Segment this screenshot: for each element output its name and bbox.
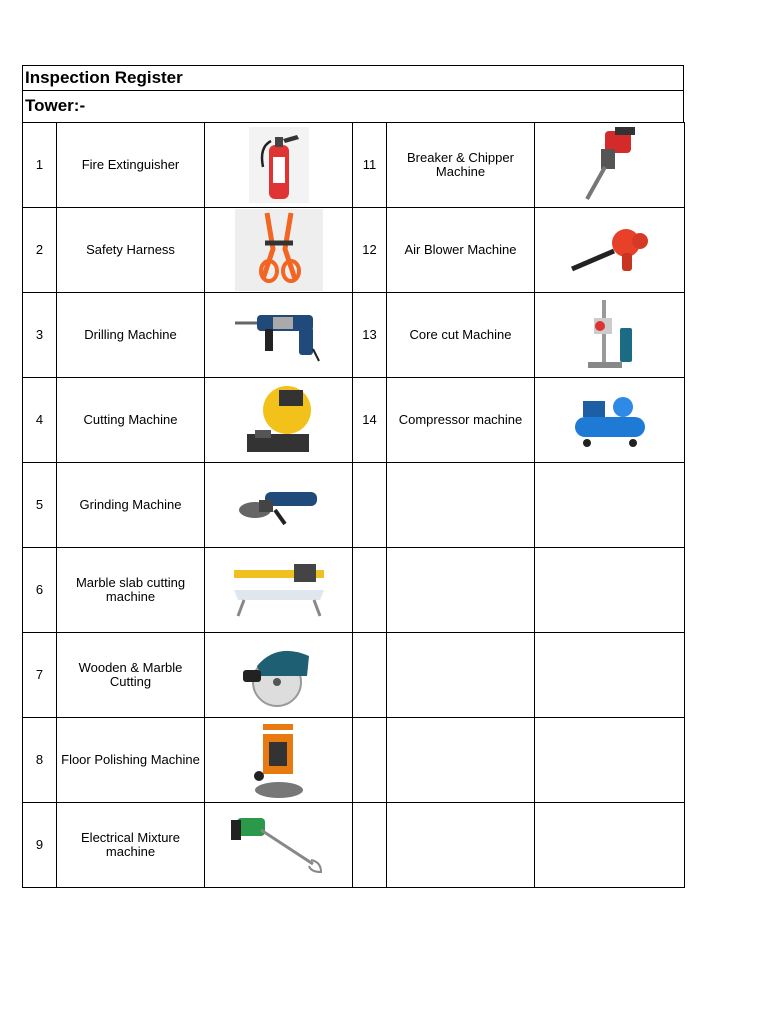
item-name: Safety Harness	[57, 208, 205, 293]
item-number: 3	[23, 293, 57, 378]
item-number: 7	[23, 633, 57, 718]
item-number	[353, 463, 387, 548]
image-cell	[535, 718, 685, 803]
item-name: Breaker & Chipper Machine	[387, 123, 535, 208]
tower-label: Tower:-	[22, 90, 684, 123]
table-row	[23, 718, 685, 803]
table-row	[23, 208, 685, 293]
grinding-machine-icon	[205, 463, 353, 548]
item-name	[387, 803, 535, 888]
item-number	[353, 803, 387, 888]
item-name: Core cut Machine	[387, 293, 535, 378]
table-row	[23, 633, 685, 718]
item-number: 1	[23, 123, 57, 208]
drilling-machine-icon	[205, 293, 353, 378]
item-number: 9	[23, 803, 57, 888]
image-cell	[535, 803, 685, 888]
table-row	[23, 293, 685, 378]
table-row	[23, 463, 685, 548]
item-number: 12	[353, 208, 387, 293]
item-name: Wooden & Marble Cutting	[57, 633, 205, 718]
marble-slab-cutter-icon	[205, 548, 353, 633]
item-name: Compressor machine	[387, 378, 535, 463]
item-name	[387, 463, 535, 548]
item-number: 5	[23, 463, 57, 548]
item-number: 13	[353, 293, 387, 378]
item-name	[387, 548, 535, 633]
cutting-machine-icon	[205, 378, 353, 463]
item-name	[387, 633, 535, 718]
equipment-table	[22, 122, 685, 888]
item-number: 14	[353, 378, 387, 463]
item-number	[353, 718, 387, 803]
item-name: Marble slab cutting machine	[57, 548, 205, 633]
item-name: Fire Extinguisher	[57, 123, 205, 208]
item-name: Drilling Machine	[57, 293, 205, 378]
table-row	[23, 378, 685, 463]
table-row	[23, 548, 685, 633]
item-name: Cutting Machine	[57, 378, 205, 463]
image-cell	[535, 633, 685, 718]
breaker-chipper-icon	[535, 123, 685, 208]
table-row	[23, 803, 685, 888]
item-number: 2	[23, 208, 57, 293]
core-cut-machine-icon	[535, 293, 685, 378]
item-name: Grinding Machine	[57, 463, 205, 548]
item-number: 6	[23, 548, 57, 633]
circular-saw-icon	[205, 633, 353, 718]
table-row	[23, 123, 685, 208]
air-blower-icon	[535, 208, 685, 293]
item-name: Air Blower Machine	[387, 208, 535, 293]
register-title: Inspection Register	[22, 65, 684, 90]
floor-polisher-icon	[205, 718, 353, 803]
electric-mixer-icon	[205, 803, 353, 888]
fire-extinguisher-icon	[205, 123, 353, 208]
item-number: 4	[23, 378, 57, 463]
compressor-icon	[535, 378, 685, 463]
item-name	[387, 718, 535, 803]
image-cell	[535, 548, 685, 633]
item-number: 8	[23, 718, 57, 803]
image-cell	[535, 463, 685, 548]
item-number	[353, 633, 387, 718]
item-name: Floor Polishing Machine	[57, 718, 205, 803]
item-number	[353, 548, 387, 633]
safety-harness-icon	[205, 208, 353, 293]
item-name: Electrical Mixture machine	[57, 803, 205, 888]
inspection-register-sheet	[22, 65, 684, 888]
item-number: 11	[353, 123, 387, 208]
